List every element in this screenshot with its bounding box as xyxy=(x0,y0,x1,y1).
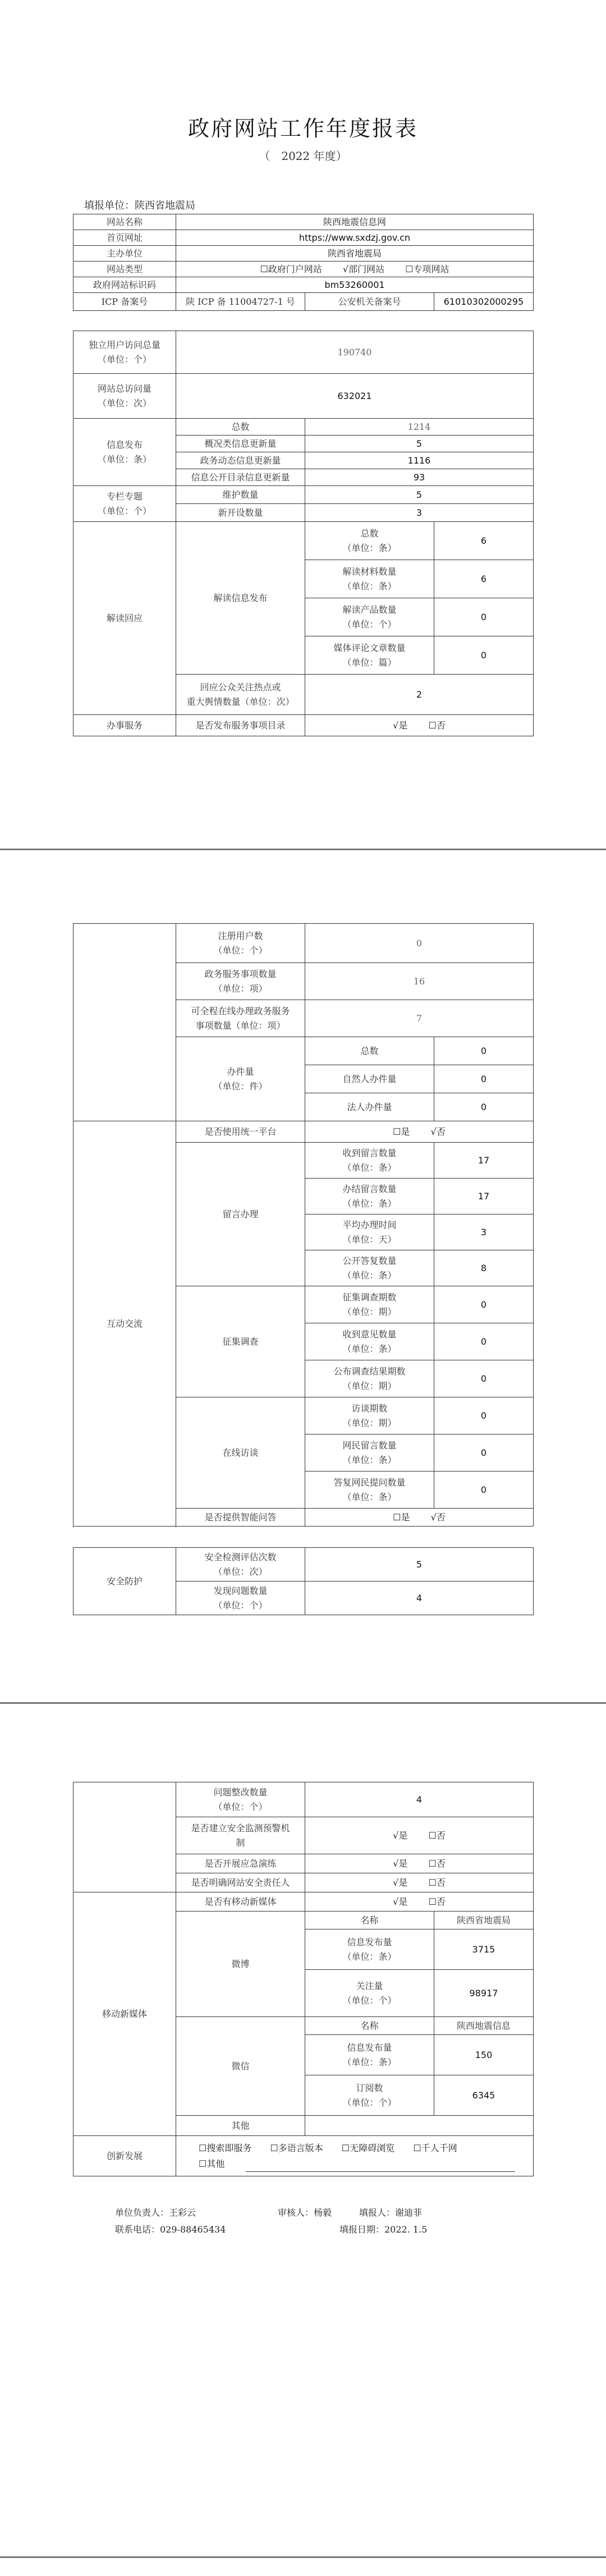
wechat-label: 微信 xyxy=(176,2017,305,2116)
wechat-posts-unit: （单位：条） xyxy=(342,2056,397,2068)
wechat-subs-text: 订阅数 xyxy=(356,2082,383,2093)
handle-label-text: 办件量 xyxy=(227,1066,254,1077)
msg-received-label xyxy=(305,1143,434,1179)
survey-results-value: 0 xyxy=(434,1360,534,1397)
filler-label: 填报单位： xyxy=(84,200,135,212)
security-fixed-label xyxy=(176,1782,305,1817)
info-total-label: 总数 xyxy=(176,419,305,436)
survey-opinions-label xyxy=(305,1323,434,1360)
media-has-yes: √是 xyxy=(393,1896,408,1907)
interview-msgs-unit: （单位：条） xyxy=(342,1454,397,1465)
weibo-fans-text: 关注量 xyxy=(356,1980,383,1991)
pv-label-text: 网站总访问量 xyxy=(97,383,152,394)
security-found-label xyxy=(176,1582,305,1615)
security-detect-text: 安全检测评估次数 xyxy=(204,1551,277,1562)
owner-label: 是否明确网站安全责任人 xyxy=(176,1873,305,1892)
sponsor-label: 主办单位 xyxy=(74,246,176,262)
interpret-total-unit: （单位：条） xyxy=(342,542,397,553)
service-left-blank xyxy=(74,924,176,1121)
monitor-text-2: 制 xyxy=(236,1837,245,1848)
column-new-label: 新开设数量 xyxy=(176,504,305,522)
pv-unit: （单位：次） xyxy=(97,397,152,409)
security-detect-label xyxy=(176,1548,305,1582)
psb-label: 公安机关备案号 xyxy=(305,293,434,311)
service-interaction-table xyxy=(73,923,534,1527)
site-code-label: 政府网站标识码 xyxy=(74,277,176,293)
interpret-material-text: 解读材料数量 xyxy=(342,566,397,577)
survey-opinions-value: 0 xyxy=(434,1323,534,1360)
report-year: （ 2022 年度） xyxy=(259,149,347,163)
media-other-label: 其他 xyxy=(176,2116,305,2136)
interpret-media-text: 媒体评论文章数量 xyxy=(333,642,406,653)
interview-periods-label xyxy=(305,1397,434,1434)
monitor-no: ☐否 xyxy=(428,1830,446,1841)
info-total-value: 1214 xyxy=(305,419,534,436)
survey-periods-unit: （单位：期） xyxy=(342,1306,397,1317)
handle-legal-value: 0 xyxy=(434,1093,534,1121)
online-items-text: 可全程在线办理政务服务 xyxy=(191,1005,290,1016)
wechat-posts-text: 信息发布量 xyxy=(347,2042,392,2053)
reg-users-value: 0 xyxy=(305,924,534,963)
interpret-material-value: 6 xyxy=(434,560,534,598)
info-overview-label: 概况类信息更新量 xyxy=(176,436,305,452)
column-label-text: 专栏专题 xyxy=(106,491,143,502)
footer-phone: 联系电话：029-88465434 xyxy=(115,2224,226,2235)
security-fixed-value: 4 xyxy=(305,1782,534,1817)
security-label: 安全防护 xyxy=(74,1548,176,1615)
site-name-label: 网站名称 xyxy=(74,214,176,230)
handle-person-label: 自然人办件量 xyxy=(305,1065,434,1093)
icp-value: 陕 ICP 备 11004727-1 号 xyxy=(176,293,305,311)
interpret-product-label xyxy=(305,598,434,636)
weibo-posts-label xyxy=(305,1929,434,1970)
site-name-value: 陕西地震信息网 xyxy=(176,214,534,230)
interpret-product-text: 解读产品数量 xyxy=(342,604,397,615)
msg-done-value: 17 xyxy=(434,1179,534,1214)
smart-yes: ☐是 xyxy=(393,1511,410,1523)
handle-label xyxy=(176,1037,305,1121)
site-type-special: ☐专项网站 xyxy=(405,263,449,274)
site-type-department: √部门网站 xyxy=(342,263,385,274)
respond-label-1: 回应公众关注热点或 xyxy=(200,681,281,693)
info-label-text: 信息发布 xyxy=(106,439,143,450)
unified-label: 是否使用统一平台 xyxy=(176,1121,305,1143)
service-items-value: 16 xyxy=(305,963,534,1000)
filler-unit xyxy=(84,198,195,212)
smart-options xyxy=(305,1509,534,1527)
interpret-media-label xyxy=(305,636,434,675)
innov-access: ☐无障碍浏览 xyxy=(341,2142,395,2153)
psb-value: 61010302000295 xyxy=(434,293,534,311)
wechat-subs-label xyxy=(305,2075,434,2116)
interpret-label: 解读回应 xyxy=(74,522,176,715)
interpret-product-value: 0 xyxy=(434,598,534,636)
survey-label: 征集调查 xyxy=(176,1286,305,1397)
innov-personal: ☐千人千网 xyxy=(413,2142,457,2153)
stats-table xyxy=(73,331,534,736)
interpret-material-label xyxy=(305,560,434,598)
wechat-name-label: 名称 xyxy=(305,2017,434,2035)
unified-no: √否 xyxy=(430,1126,446,1137)
security-fixed-unit: （单位：个） xyxy=(213,1801,268,1812)
msg-done-unit: （单位：条） xyxy=(342,1198,397,1209)
msg-time-unit: （单位：天） xyxy=(342,1234,397,1245)
weibo-label: 微博 xyxy=(176,1912,305,2017)
interpret-total-label xyxy=(305,522,434,560)
msg-done-text: 办结留言数量 xyxy=(342,1183,397,1194)
msg-time-text: 平均办理时间 xyxy=(342,1219,397,1230)
info-news-value: 1116 xyxy=(305,452,534,469)
handle-person-value: 0 xyxy=(434,1065,534,1093)
survey-opinions-text: 收到意见数量 xyxy=(342,1328,397,1340)
reg-users-text: 注册用户数 xyxy=(218,930,263,941)
monitor-yes: √是 xyxy=(393,1830,408,1841)
msg-done-label xyxy=(305,1179,434,1214)
msg-received-value: 17 xyxy=(434,1143,534,1179)
uv-label xyxy=(74,331,176,374)
weibo-posts-text: 信息发布量 xyxy=(347,1936,392,1947)
innovation-label: 创新发展 xyxy=(74,2136,176,2176)
drill-options xyxy=(305,1854,534,1873)
icp-label: ICP 备案号 xyxy=(74,293,176,311)
wechat-name-value: 陕西地震信息 xyxy=(434,2017,534,2035)
info-news-label: 政务动态信息更新量 xyxy=(176,452,305,469)
respond-label-2: 重大舆情数量（单位：次） xyxy=(186,696,295,707)
security-found-value: 4 xyxy=(305,1582,534,1615)
media-has-options xyxy=(305,1892,534,1912)
interaction-label: 互动交流 xyxy=(74,1121,176,1527)
security-found-text: 发现问题数量 xyxy=(213,1585,268,1596)
security-left-blank xyxy=(74,1782,176,1892)
innov-other: ☐其他 xyxy=(199,2158,225,2169)
msg-time-value: 3 xyxy=(434,1214,534,1250)
homepage-label: 首页网址 xyxy=(74,230,176,246)
online-items-unit: 事项数量（单位：项） xyxy=(195,1020,286,1031)
media-label: 移动新媒体 xyxy=(74,1892,176,2136)
interview-replies-unit: （单位：条） xyxy=(342,1491,397,1502)
reg-users-unit: （单位：个） xyxy=(213,945,268,956)
column-unit: （单位：个） xyxy=(97,505,152,516)
wechat-subs-value: 6345 xyxy=(434,2075,534,2116)
interview-replies-value: 0 xyxy=(434,1472,534,1509)
interpret-media-value: 0 xyxy=(434,636,534,675)
survey-periods-text: 征集调查期数 xyxy=(342,1291,397,1303)
info-unit: （单位：条） xyxy=(97,453,152,465)
security-media-table xyxy=(73,1782,534,2176)
interpret-publish-label: 解读信息发布 xyxy=(176,522,305,675)
interview-periods-text: 访谈期数 xyxy=(351,1402,388,1414)
column-maintain-value: 5 xyxy=(305,486,534,504)
service-label: 办事服务 xyxy=(74,715,176,736)
drill-no: ☐否 xyxy=(428,1858,446,1869)
basic-info-table xyxy=(73,214,534,311)
drill-yes: √是 xyxy=(393,1858,408,1869)
site-type-label: 网站类型 xyxy=(74,262,176,277)
online-items-value: 7 xyxy=(305,1000,534,1037)
column-maintain-label: 维护数量 xyxy=(176,486,305,504)
weibo-fans-value: 98917 xyxy=(434,1970,534,2017)
page-divider-3 xyxy=(0,2556,606,2558)
msg-public-value: 8 xyxy=(434,1250,534,1286)
interpret-total-text: 总数 xyxy=(360,528,379,539)
report-title: 政府网站工作年度报表 xyxy=(187,116,418,141)
owner-no: ☐否 xyxy=(428,1877,446,1888)
msg-public-label xyxy=(305,1250,434,1286)
wechat-posts-label xyxy=(305,2035,434,2075)
respond-label xyxy=(176,675,305,715)
owner-yes: √是 xyxy=(393,1877,408,1888)
footer-filler: 填报人：谢迪菲 xyxy=(359,2207,423,2218)
interview-replies-label xyxy=(305,1472,434,1509)
security-detect-unit: （单位：次） xyxy=(213,1566,268,1577)
weibo-name-value: 陕西省地震局 xyxy=(434,1912,534,1929)
interview-msgs-label xyxy=(305,1434,434,1472)
service-items-unit: （单位：项） xyxy=(213,983,268,994)
interview-replies-text: 答复网民提问数量 xyxy=(333,1477,406,1488)
service-dir-no: ☐否 xyxy=(428,719,446,731)
wechat-posts-value: 150 xyxy=(434,2035,534,2075)
service-dir-yes: √是 xyxy=(393,719,408,731)
interpret-product-unit: （单位：个） xyxy=(342,618,397,630)
unified-options xyxy=(305,1121,534,1143)
innovation-options xyxy=(176,2136,534,2176)
service-items-label xyxy=(176,963,305,1000)
smart-label: 是否提供智能问答 xyxy=(176,1509,305,1527)
weibo-fans-unit: （单位：个） xyxy=(342,1995,397,2006)
survey-opinions-unit: （单位：条） xyxy=(342,1343,397,1354)
footer-date: 填报日期：2022. 1.5 xyxy=(339,2224,428,2235)
smart-no: √否 xyxy=(430,1511,446,1523)
info-label xyxy=(74,419,176,486)
msg-time-label xyxy=(305,1214,434,1250)
page-divider-1 xyxy=(0,849,606,850)
site-type-options xyxy=(176,262,534,277)
sponsor-value: 陕西省地震局 xyxy=(176,246,534,262)
interview-periods-unit: （单位：期） xyxy=(342,1417,397,1428)
info-catalog-value: 93 xyxy=(305,469,534,486)
handle-legal-label: 法人办件量 xyxy=(305,1093,434,1121)
survey-results-label xyxy=(305,1360,434,1397)
drill-label: 是否开展应急演练 xyxy=(176,1854,305,1873)
media-other-value xyxy=(305,2116,534,2136)
wechat-subs-unit: （单位：个） xyxy=(342,2097,397,2108)
survey-periods-label xyxy=(305,1286,434,1323)
security-fixed-text: 问题整改数量 xyxy=(213,1786,268,1798)
innov-other-line xyxy=(246,2160,515,2172)
site-type-portal: ☐政府门户网站 xyxy=(260,263,322,274)
interpret-media-unit: （单位：篇） xyxy=(342,657,397,668)
service-items-text: 政务服务事项数量 xyxy=(204,968,277,979)
pv-value: 632021 xyxy=(176,374,534,419)
security-detect-value: 5 xyxy=(305,1548,534,1582)
interpret-total-value: 6 xyxy=(434,522,534,560)
filler-value: 陕西省地震局 xyxy=(135,200,195,212)
uv-label-text: 独立用户访问总量 xyxy=(88,339,160,350)
media-has-label: 是否有移动新媒体 xyxy=(176,1892,305,1912)
survey-results-unit: （单位：期） xyxy=(342,1380,397,1391)
weibo-posts-unit: （单位：条） xyxy=(342,1951,397,1962)
handle-total-value: 0 xyxy=(434,1037,534,1065)
online-items-label xyxy=(176,1000,305,1037)
weibo-fans-label xyxy=(305,1970,434,2017)
handle-total-label: 总数 xyxy=(305,1037,434,1065)
weibo-name-label: 名称 xyxy=(305,1912,434,1929)
pv-label xyxy=(74,374,176,419)
msg-received-unit: （单位：条） xyxy=(342,1162,397,1173)
homepage-value: https://www.sxdzj.gov.cn xyxy=(176,230,534,246)
media-has-no: ☐否 xyxy=(428,1896,446,1907)
security-found-unit: （单位：个） xyxy=(213,1599,268,1611)
site-code-value: bm53260001 xyxy=(176,277,534,293)
handle-unit: （单位：件） xyxy=(213,1080,268,1092)
info-overview-value: 5 xyxy=(305,436,534,452)
interview-label: 在线访谈 xyxy=(176,1397,305,1509)
page-divider-2 xyxy=(0,1702,606,1704)
interview-msgs-text: 网民留言数量 xyxy=(342,1440,397,1451)
innov-lang: ☐多语言版本 xyxy=(270,2142,323,2153)
column-new-value: 3 xyxy=(305,504,534,522)
innov-search: ☐搜索即服务 xyxy=(199,2142,252,2153)
service-dir-label: 是否发布服务事项目录 xyxy=(176,715,305,736)
respond-value: 2 xyxy=(305,675,534,715)
monitor-label xyxy=(176,1817,305,1854)
interview-periods-value: 0 xyxy=(434,1397,534,1434)
interview-msgs-value: 0 xyxy=(434,1434,534,1472)
interpret-material-unit: （单位：条） xyxy=(342,580,397,592)
msg-public-text: 公开答复数量 xyxy=(342,1255,397,1266)
footer-leader: 单位负责人：王彩云 xyxy=(115,2207,196,2218)
reg-users-label xyxy=(176,924,305,963)
weibo-posts-value: 3715 xyxy=(434,1929,534,1970)
owner-options xyxy=(305,1873,534,1892)
unified-yes: ☐是 xyxy=(393,1126,410,1137)
msg-received-text: 收到留言数量 xyxy=(342,1147,397,1158)
security-table-1 xyxy=(73,1547,534,1615)
footer-reviewer: 审核人：杨毅 xyxy=(278,2207,332,2218)
monitor-options xyxy=(305,1817,534,1854)
survey-periods-value: 0 xyxy=(434,1286,534,1323)
uv-unit: （单位：个） xyxy=(97,354,152,365)
info-catalog-label: 信息公开目录信息更新量 xyxy=(176,469,305,486)
survey-results-text: 公布调查结果期数 xyxy=(333,1365,406,1377)
column-label xyxy=(74,486,176,522)
message-label: 留言办理 xyxy=(176,1143,305,1286)
uv-value: 190740 xyxy=(176,331,534,374)
msg-public-unit: （单位：条） xyxy=(342,1269,397,1281)
service-dir-options xyxy=(305,715,534,736)
monitor-text: 是否建立安全监测预警机 xyxy=(191,1822,290,1834)
